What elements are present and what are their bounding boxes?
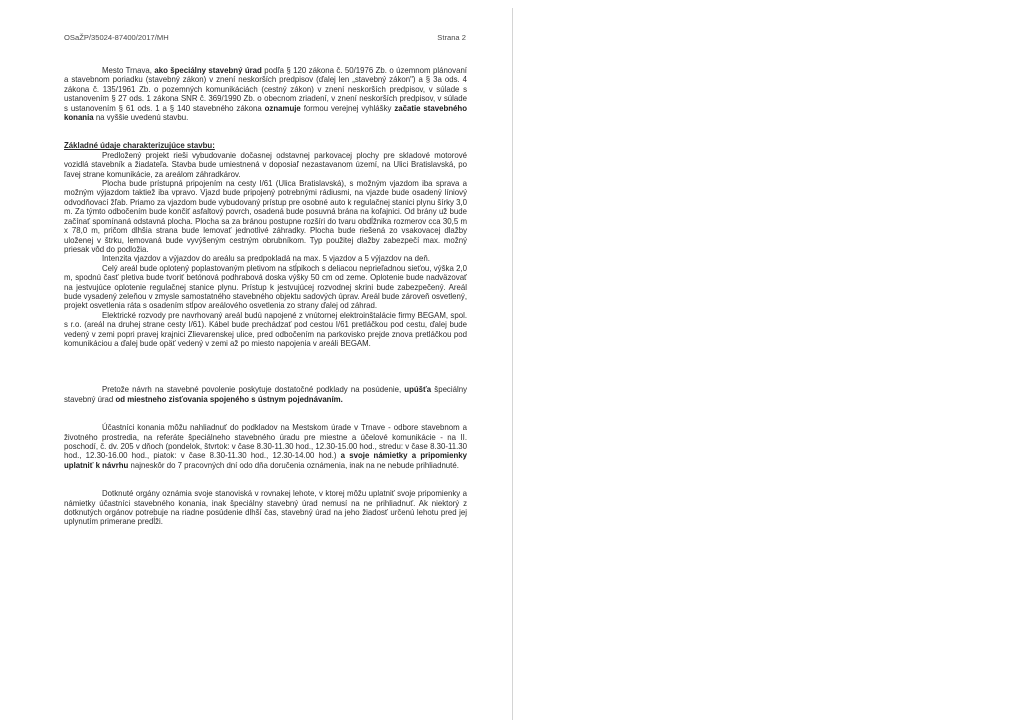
waiver-bold-1: upúšťa <box>404 385 432 395</box>
basic-paragraph-3: Intenzita vjazdov a výjazdov do areálu sa predpokladá na max. 5 vjazdov a 5 výjazdov na deň. <box>102 254 430 264</box>
document-body <box>64 66 467 527</box>
intro-bold-authority: ako špeciálny stavebný úrad <box>154 66 262 75</box>
intro-text-3: formou verejnej vyhlášky <box>300 103 395 113</box>
waiver-bold-2: od miestneho zisťovania spojeného s ústnym pojednávaním. <box>115 394 343 404</box>
participants-paragraph <box>64 423 467 470</box>
basic-paragraph-4: Celý areál bude oplotený poplastovaným pletivom na stĺpikoch s deliacou neprieľadnou sieťou, výška 2,0 m, spodnú časť pletiva bude tvoriť betónová podhrabová doska výšky 50 cm od zeme. Oplotenie bude nadväzovať na jestvujúce oplotenie regulačnej stanice plynu. Prístup k jestvujúcej rozvodnej skrini bude zabezpečený. Areál bude vysadený zeleňou v zmysle samostatného stavebného objektu sadových úprav. Areál bude zároveň osvetlený, projekt osvetlenia ráta s osadením stĺpov areálového osvetlenia zo strany ďalej od záhrad. <box>64 263 467 311</box>
participants-text-1: Účastníci konania môžu nahliadnuť do podkladov na Mestskom úrade v Trnave - odbore stavebnom a životného prostredia, na referáte špeciálneho stavebného úradu pre miestne a účelové komunikácie - na II. poschodí, č. dv. 205 v dňoch (pondelok, štvrtok: v čase 8.30-11.30 hod., 12.30-15.00 hod., stredu: v čase 8.30-11.30 hod., 12.30-16.00 hod., piatok: v čase 8.30-11.30 hod., 12.30-14.00 hod.) <box>64 423 467 461</box>
intro-text-4: na vyššie uvedenú stavbu. <box>93 113 189 123</box>
participants-text-2: najneskôr do 7 pracovných dní odo dňa doručenia oznámenia, inak na ne nebude prihliadnuté. <box>128 460 459 470</box>
waiver-text-2: špeciálny stavebný úrad <box>64 385 467 404</box>
participants-bold: a svoje námietky a pripomienky uplatniť k návrhu <box>64 451 467 470</box>
basic-paragraph-2: Plocha bude prístupná pripojením na cesty I/61 (Ulica Bratislavská), s možným vjazdom iba sprava a možným výjazdom taktiež iba vpravo. Vjazd bude pripojený potrebnými rádiusmi, na vjazde bude osadený líniový odvodňovací žľab. Priamo za vjazdom bude vybudovaný prístup pre osobné auto k regulačnej stanici plynu šírky 3,0 m. Za týmto odbočením bude končiť asfaltový povrch, osadená bude posuvná brána na koľajnici. Od brány už bude začínať spomínaná odstavná plocha. Plocha sa za bránou postupne rozšíri do tvaru obdĺžnika rozmerov cca 30,5 m x 78,0 m, pričom dlhšia strana bude lemovať jednotlivé záhradky. Plocha bude riešená zo vsakovacej dlažby uloženej v štrku, lemovaná bude vyvýšeným cestným obrubníkom. Typ použitej dlažby zabezpečí max. možný priesak vôd do podložia. <box>64 179 467 254</box>
organs-paragraph: Dotknuté orgány oznámia svoje stanoviská v rovnakej lehote, v ktorej môžu uplatniť svoje pripomienky a námietky účastníci stavebného konania, inak špeciálny stavebný úrad nemusí na ne prihliadnuť. Ak niektorý z dotknutých orgánov potrebuje na riadne posúdenie dlhší čas, stavebný úrad na jeho žiadosť určenú lehotu pred jej uplynutím primerane predĺži. <box>64 489 467 527</box>
basic-data-heading: Základné údaje charakterizujúce stavbu: <box>64 141 215 151</box>
page-number: Strana 2 <box>437 33 466 42</box>
intro-text-2: podľa § 120 zákona č. 50/1976 Zb. o územnom plánovaní a stavebnom poriadku (stavebný zákon) v znení neskorších predpisov (ďalej len „stavebný zákon") a § 3a ods. 4 zákona č. 135/1961 Zb. o pozemných komunikáciách (cestný zákon) v znení neskorších predpisov, v súlade s ustanovením § 27 ods. 1 zákona SNR č. 369/1990 Zb. o obecnom zriadení, v znení neskorších predpisov, v súlade s ustanovením § 61 ods. 1 a § 140 stavebného zákona <box>64 66 467 113</box>
intro-paragraph <box>64 66 467 122</box>
intro-text-1: Mesto Trnava, <box>102 66 155 75</box>
page-fold-line <box>512 8 513 720</box>
waiver-text-1: Pretože návrh na stavebné povolenie poskytuje dostatočné podklady na posúdenie, <box>102 385 405 395</box>
page-header <box>64 33 466 45</box>
basic-paragraph-1: Predložený projekt rieši vybudovanie dočasnej odstavnej parkovacej plochy pre skladové motorové vozidlá stavebník a žiadateľa. Stavba bude umiestnená v doposiaľ nezastavanom území, na Ulici Bratislavská, po ľavej strane komunikácie, za areálom záhradkárov. <box>64 150 467 179</box>
basic-paragraph-5: Elektrické rozvody pre navrhovaný areál budú napojené z vnútornej elektroinštalácie firmy BEGAM, spol. s r.o. (areál na druhej strane cesty I/61). Kábel bude prechádzať pod cestou I/61 pretláčkou pod cestu, ďalej bude vedený v zemi popri pravej krajnici Zlievarenskej ulice, pred odbočením na parkovisko prejde znova pretláčkou pod komunikáciou a ďalej bude opäť vedený v zemi až po miesto napojenia v areáli BEGAM. <box>64 310 467 348</box>
document-reference: OSaŽP/35024-87400/2017/MH <box>64 33 169 42</box>
intro-bold-announces: oznamuje <box>264 103 301 113</box>
intro-bold-start: začatie stavebného konania <box>64 103 467 123</box>
waiver-paragraph <box>64 385 467 404</box>
